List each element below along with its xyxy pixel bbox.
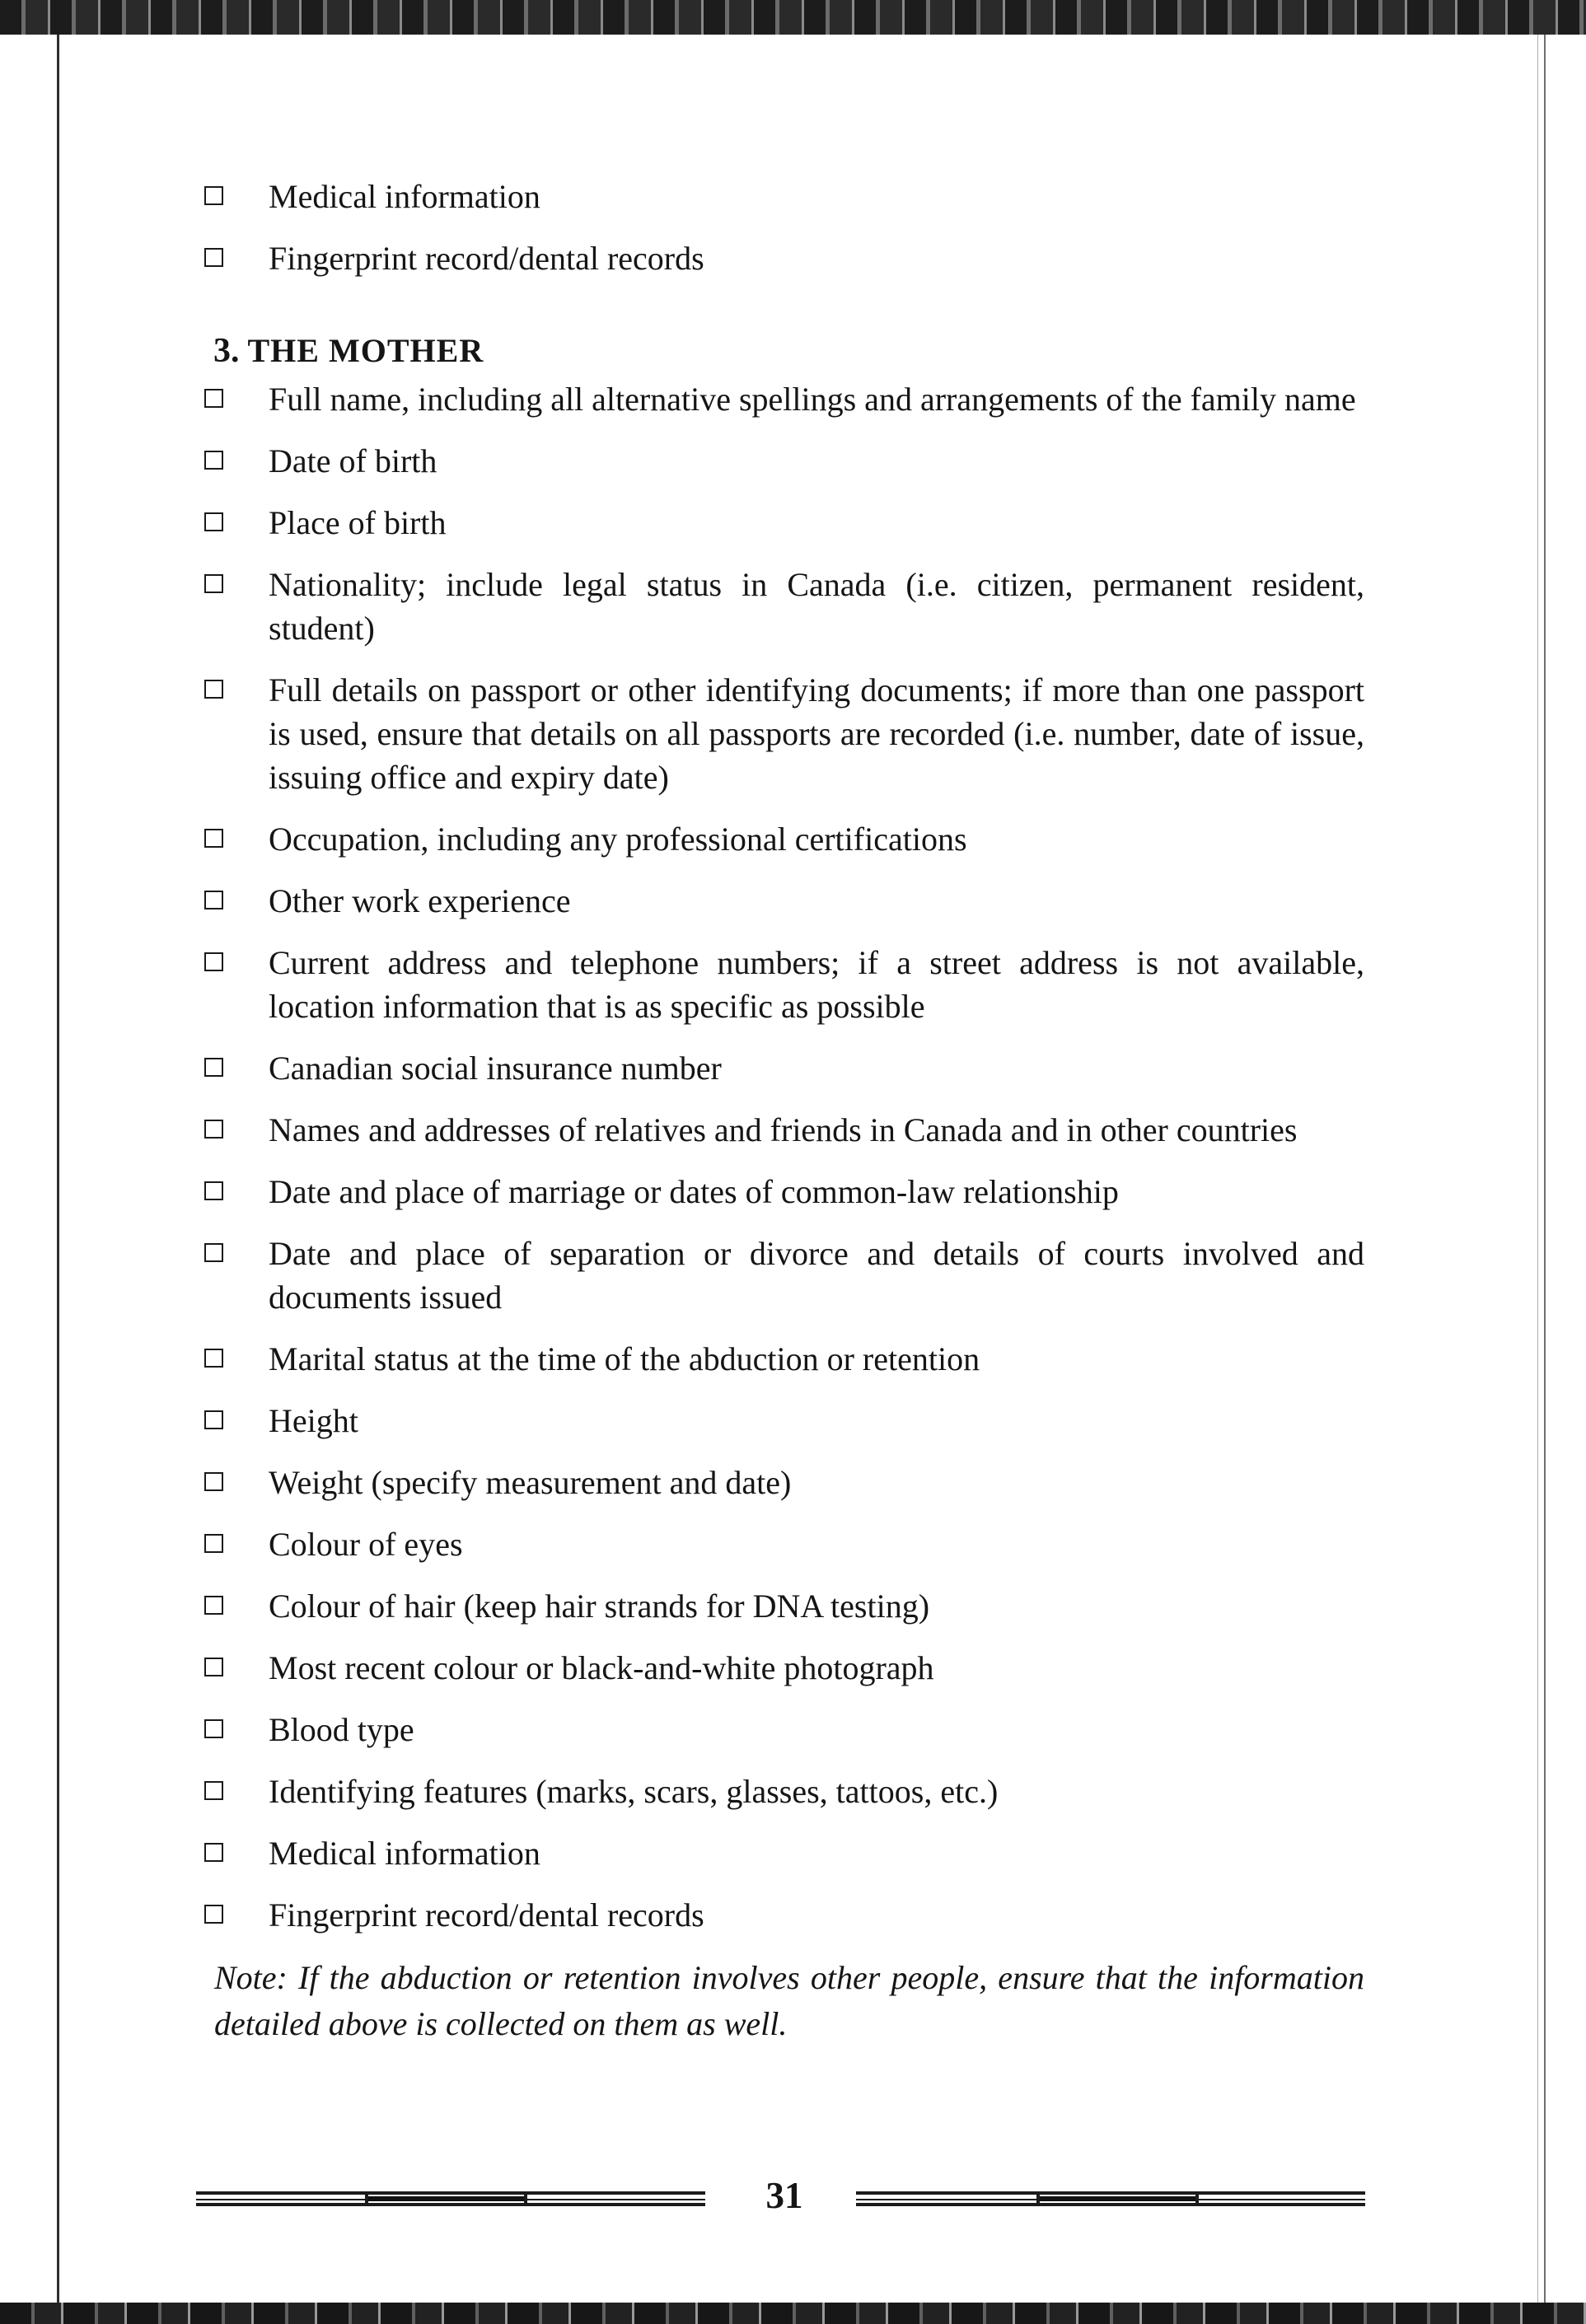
checklist-content [204,175,1364,2080]
checklist-item [204,1522,1364,1566]
checklist-item-text: Other work experience [269,882,571,919]
checklist-item-text: Identifying features (marks, scars, glasses, tattoos, etc.) [269,1773,999,1810]
mother-checklist [204,377,1364,1937]
checklist-item-text: Date and place of separation or divorce and details of courts involved and documents issued [269,1235,1364,1316]
checklist-item [204,1646,1364,1690]
checkbox-icon [204,1719,223,1738]
checklist-item [204,941,1364,1028]
checklist-item-text: Marital status at the time of the abduction or retention [269,1340,980,1377]
checkbox-icon [204,1243,223,1262]
checklist-item [204,1170,1364,1213]
checkbox-icon [204,1843,223,1862]
checklist-item [204,1337,1364,1381]
note-text: Note: If the abduction or retention involves other people, ensure that the information detailed above is collected on them as well. [214,1959,1364,2042]
footer-rule-right [856,2191,1365,2206]
footer-rule-divider [1036,2191,1040,2206]
checkbox-icon [204,451,223,470]
checkbox-icon [204,1120,223,1139]
checklist-item [204,1770,1364,1813]
checklist-item-text: Weight (specify measurement and date) [269,1464,792,1501]
checkbox-icon [204,574,223,593]
checklist-item [204,236,1364,280]
checklist-item-text: Medical information [269,1835,540,1872]
right-page-edge [1544,35,1546,2303]
checkbox-icon [204,680,223,699]
section-number: 3. [213,332,240,370]
checklist-item [204,668,1364,799]
checkbox-icon [204,1596,223,1615]
checklist-item-text: Fingerprint record/dental records [269,240,704,277]
checklist-item-text: Date and place of marriage or dates of common-law relationship [269,1173,1119,1210]
checklist-item [204,1584,1364,1628]
checklist-item-text: Names and addresses of relatives and friends in Canada and in other countries [269,1111,1298,1148]
page-number: 31 [765,2175,803,2216]
checkbox-icon [204,1658,223,1676]
checklist-item [204,175,1364,218]
checkbox-icon [204,891,223,909]
left-page-edge [57,35,59,2303]
checkbox-icon [204,389,223,408]
checklist-item-text: Place of birth [269,504,447,541]
checklist-item-text: Date of birth [269,442,437,479]
section-title: THE MOTHER [247,332,484,369]
checkbox-icon [204,1349,223,1368]
checklist-item-text: Colour of hair (keep hair strands for DNA testing) [269,1588,930,1625]
scan-top-border [0,0,1586,35]
checklist-item [204,817,1364,861]
checkbox-icon [204,1410,223,1429]
checkbox-icon [204,1181,223,1200]
checkbox-icon [204,829,223,848]
checklist-item-text: Canadian social insurance number [269,1050,722,1087]
checkbox-icon [204,1534,223,1553]
checklist-item [204,501,1364,545]
checklist-item [204,1461,1364,1504]
footer-rule-left [196,2191,705,2206]
checklist-item [204,1893,1364,1937]
checklist-item-text: Current address and telephone numbers; if a street address is not available, location information that is as specific as possible [269,944,1364,1025]
footer-rule-dark-block [1036,2196,1195,2201]
checklist-item [204,1232,1364,1319]
footer-rule-divider [1195,2191,1199,2206]
checkbox-icon [204,248,223,267]
section-heading [213,331,1364,371]
checklist-item-text: Blood type [269,1711,414,1748]
checklist-item-text: Height [269,1402,358,1439]
checkbox-icon [204,186,223,205]
checklist-item [204,1108,1364,1152]
checklist-item [204,1831,1364,1875]
checkbox-icon [204,1472,223,1491]
checklist-item-text: Colour of eyes [269,1526,463,1563]
checklist-item [204,879,1364,923]
checklist-item-text: Full name, including all alternative spellings and arrangements of the family name [269,381,1356,418]
footer-rule-divider [524,2191,527,2206]
checklist-item [204,377,1364,421]
checklist-item-text: Occupation, including any professional certifications [269,821,967,858]
right-page-shadow [1537,35,1538,2303]
checklist-item [204,1046,1364,1090]
checkbox-icon [204,1781,223,1800]
checklist-item [204,563,1364,650]
footer-rule-divider [365,2191,368,2206]
checklist-item [204,1708,1364,1751]
checklist-item-text: Nationality; include legal status in Canada (i.e. citizen, permanent resident, student) [269,566,1364,647]
top-checklist [204,175,1364,280]
checkbox-icon [204,1905,223,1924]
scan-bottom-border [0,2303,1586,2324]
checkbox-icon [204,952,223,971]
checklist-item-text: Full details on passport or other identifying documents; if more than one passport is used, ensure that details on all passports are recorded (i.e. number, date of issue, issuing office and expiry date) [269,671,1364,796]
checklist-item-text: Medical information [269,178,540,215]
checklist-item [204,439,1364,483]
checklist-item-text: Most recent colour or black-and-white photograph [269,1649,934,1686]
checkbox-icon [204,512,223,531]
checklist-item [204,1399,1364,1443]
checklist-item-text: Fingerprint record/dental records [269,1896,704,1934]
checkbox-icon [204,1058,223,1077]
footer-rule-dark-block [365,2196,524,2201]
